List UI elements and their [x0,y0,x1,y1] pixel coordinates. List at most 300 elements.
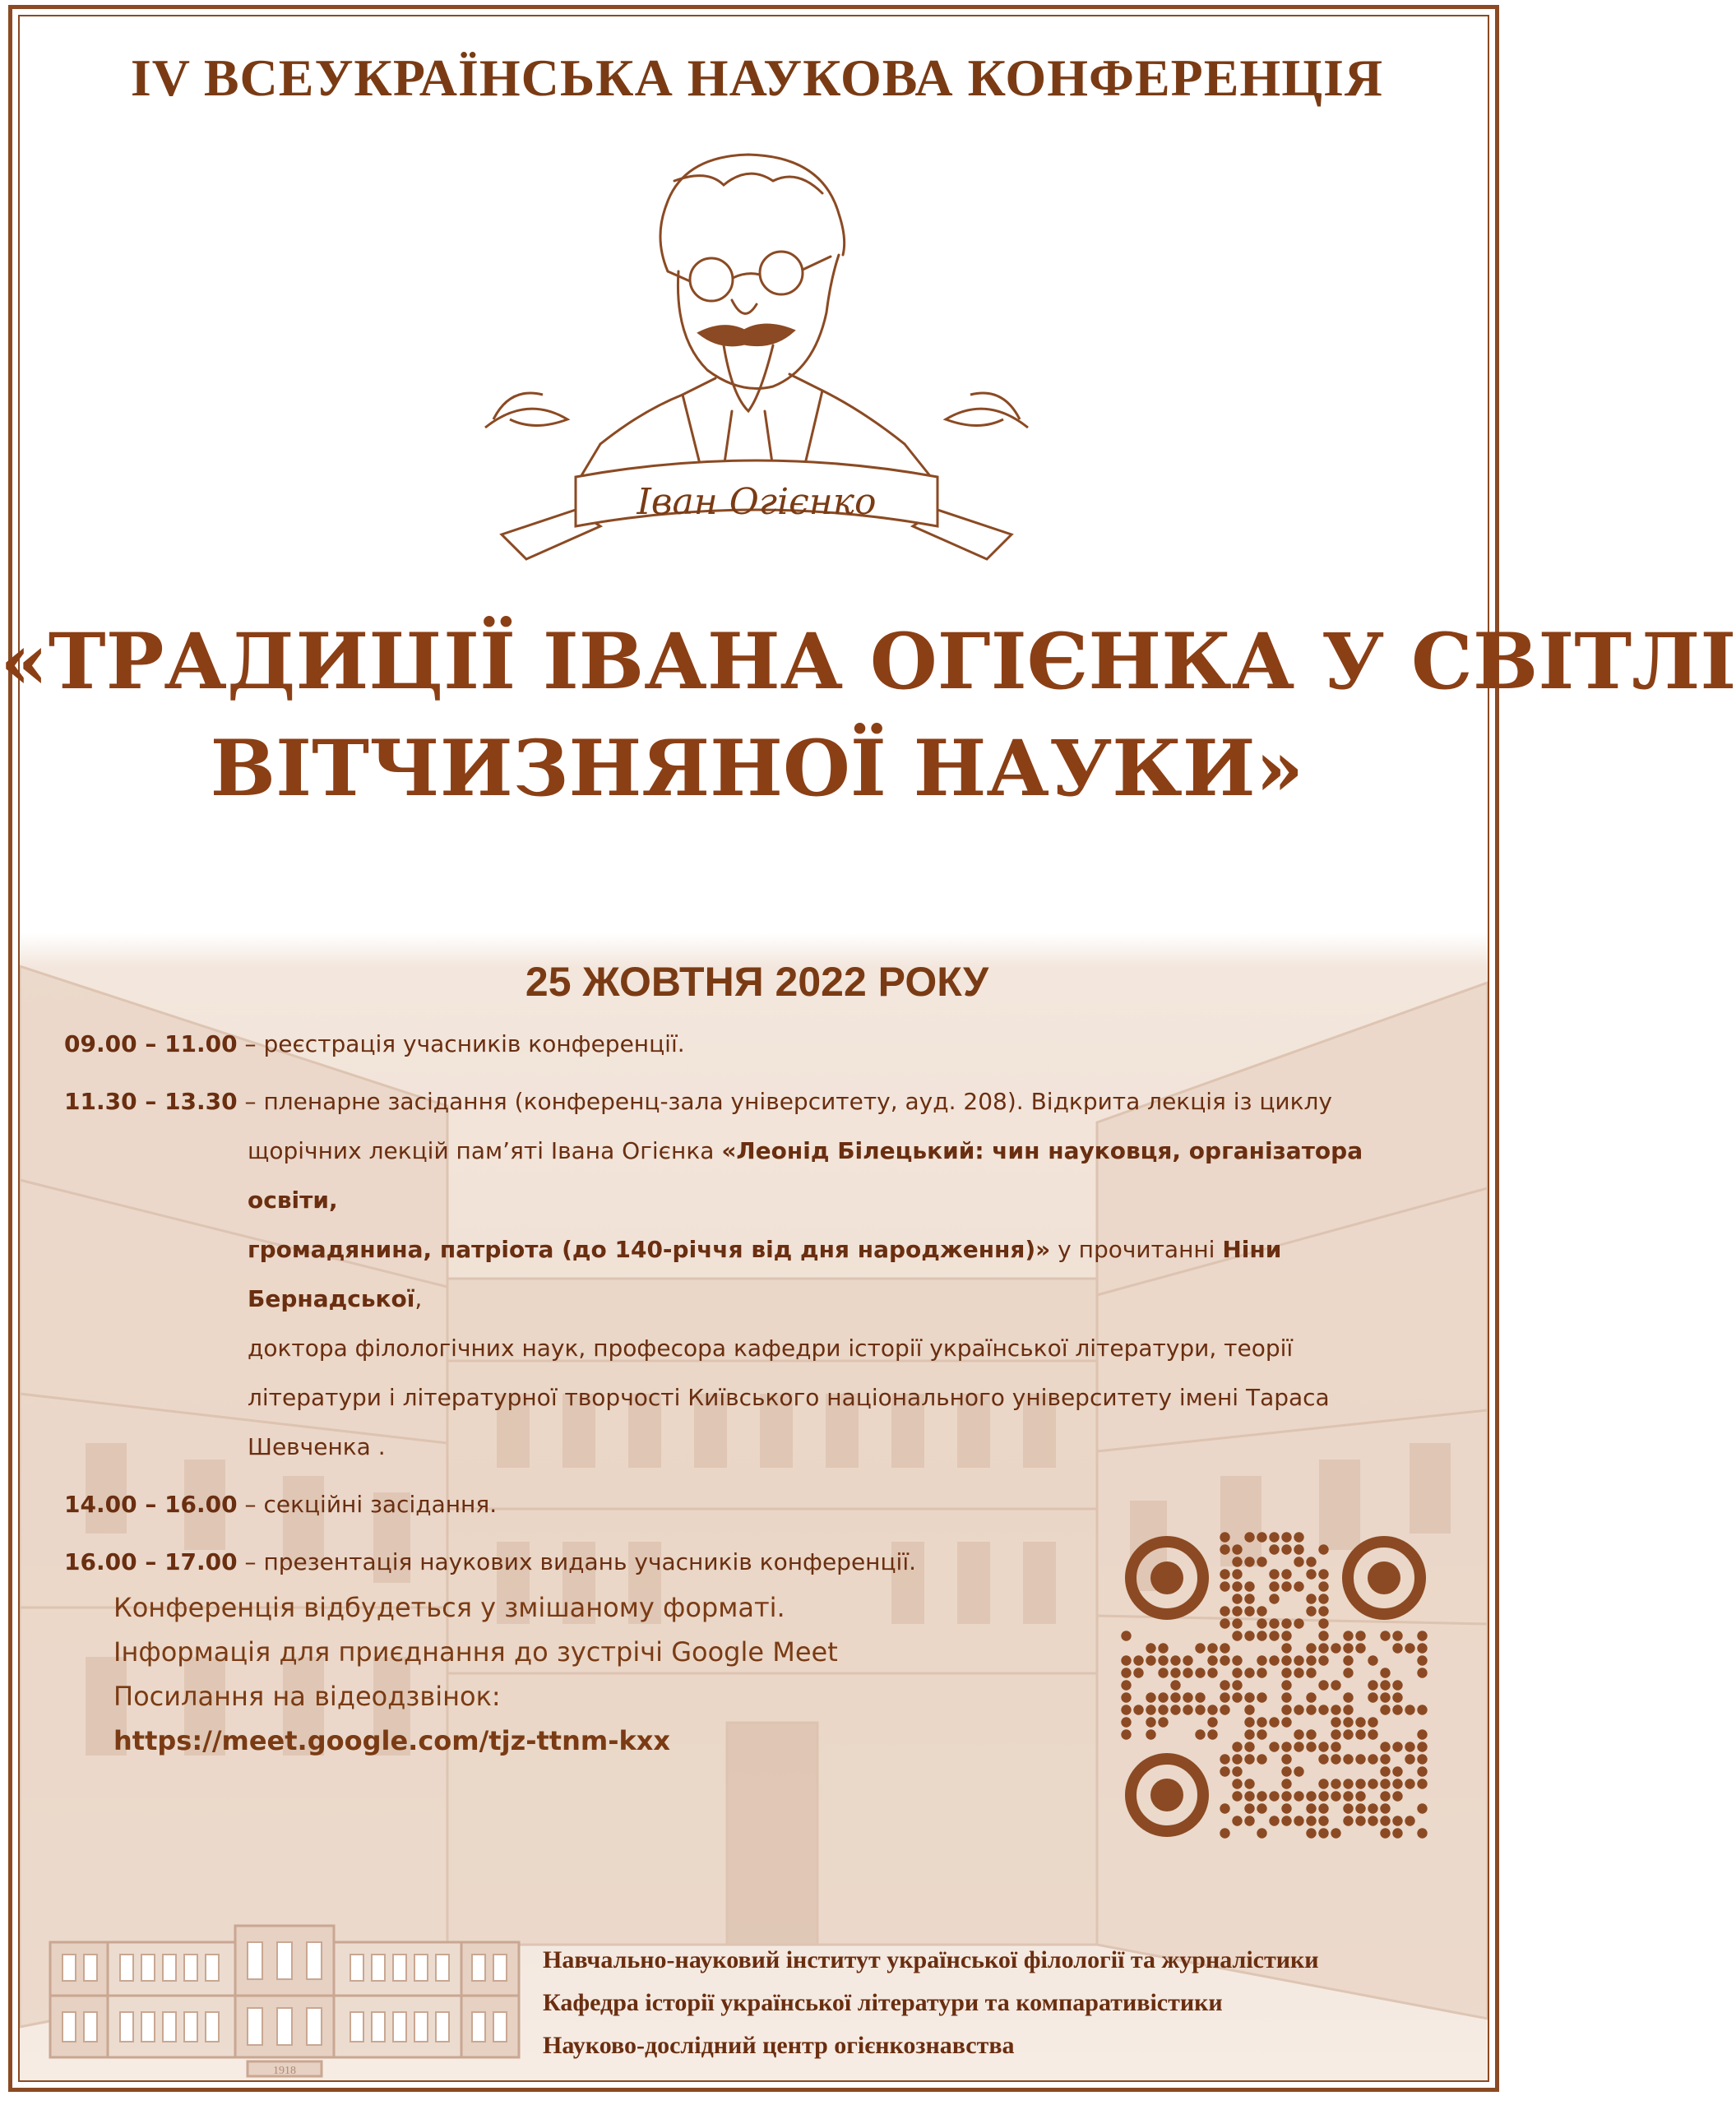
qr-module [1207,1717,1217,1727]
qr-module [1232,1618,1242,1628]
qr-module [1355,1779,1365,1788]
qr-module [1306,1828,1316,1838]
qr-module [1405,1754,1414,1764]
qr-module [1331,1643,1340,1653]
lecture-title-cont: громадянина, патріота (до 140-річчя від дня народження)» [248,1236,1051,1263]
qr-module [1380,1828,1390,1838]
qr-module [1195,1705,1205,1714]
qr-module [1269,1618,1279,1628]
qr-module [1257,1729,1266,1739]
qr-module [1392,1816,1402,1825]
qr-module [1281,1581,1291,1591]
qr-module [1220,1618,1229,1628]
meeting-line-1: Конференція відбудеться у змішаному форматі. [113,1592,785,1623]
qr-module [1294,1816,1303,1825]
qr-module [1281,1544,1291,1554]
qr-module [1343,1692,1353,1702]
qr-module [1170,1680,1180,1690]
qr-module [1244,1742,1254,1751]
qr-module [1220,1680,1229,1690]
qr-module [1232,1668,1242,1677]
qr-module [1281,1791,1291,1801]
qr-module [1244,1717,1254,1727]
qr-module [1306,1594,1316,1603]
qr-module [1257,1803,1266,1813]
qr-module [1232,1766,1242,1776]
qr-module [1380,1668,1390,1677]
qr-module [1306,1569,1316,1579]
qr-module [1232,1544,1242,1554]
organizer-line-2: Кафедра історії української літератури та компаративістики [543,1989,1223,2016]
qr-module [1380,1742,1390,1751]
qr-module [1220,1581,1229,1591]
qr-module [1269,1569,1279,1579]
qr-module [1368,1779,1377,1788]
qr-module [1281,1705,1291,1714]
qr-module [1417,1643,1427,1653]
qr-module [1417,1729,1427,1739]
qr-module [1146,1692,1155,1702]
qr-module [1306,1692,1316,1702]
qr-module [1281,1692,1291,1702]
qr-finder-pattern [1131,1759,1203,1831]
qr-module [1257,1606,1266,1616]
qr-module [1380,1779,1390,1788]
qr-module [1281,1680,1291,1690]
qr-module [1318,1655,1328,1665]
qr-module [1220,1643,1229,1653]
qr-module [1244,1668,1254,1677]
qr-module [1195,1729,1205,1739]
qr-module [1318,1680,1328,1690]
qr-module [1158,1655,1168,1665]
qr-module [1380,1766,1390,1776]
qr-module [1281,1754,1291,1764]
qr-module [1183,1668,1192,1677]
qr-module [1294,1766,1303,1776]
qr-module [1318,1803,1328,1813]
qr-module [1220,1754,1229,1764]
schedule-text: Шевченка . [248,1433,386,1460]
qr-module [1281,1532,1291,1542]
qr-module [1368,1729,1377,1739]
qr-module [1244,1532,1254,1542]
qr-module [1257,1791,1266,1801]
qr-module [1220,1828,1229,1838]
qr-module [1355,1643,1365,1653]
qr-module [1306,1729,1316,1739]
qr-module [1392,1742,1402,1751]
qr-module [1158,1705,1168,1714]
qr-module [1306,1816,1316,1825]
qr-module [1121,1729,1131,1739]
qr-module [1355,1803,1365,1813]
qr-module [1244,1729,1254,1739]
qr-module [1294,1581,1303,1591]
qr-module [1392,1631,1402,1640]
qr-module [1417,1779,1427,1788]
qr-module [1220,1766,1229,1776]
qr-module [1331,1828,1340,1838]
qr-module [1220,1705,1229,1714]
organizer-line-1: Навчально-науковий інститут української філології та журналістики [543,1946,1319,1973]
qr-module [1405,1643,1414,1653]
qr-module [1232,1594,1242,1603]
qr-module [1207,1668,1217,1677]
qr-module [1380,1791,1390,1801]
schedule-text: , [414,1285,423,1312]
qr-module [1269,1655,1279,1665]
qr-module [1318,1594,1328,1603]
qr-module [1170,1668,1180,1677]
qr-module [1392,1680,1402,1690]
qr-module [1244,1705,1254,1714]
qr-module [1294,1557,1303,1566]
schedule-time: 09.00 – 11.00 [64,1030,238,1057]
qr-module [1343,1754,1353,1764]
qr-module [1355,1631,1365,1640]
qr-module [1232,1680,1242,1690]
ivan-ohienko-portrait-icon [477,148,1036,576]
meet-link[interactable]: https://meet.google.com/tjz-ttnm-kxx [113,1725,671,1756]
qr-module [1281,1618,1291,1628]
qr-module [1121,1680,1131,1690]
qr-module [1294,1729,1303,1739]
qr-module [1318,1581,1328,1591]
qr-module [1232,1606,1242,1616]
qr-module [1343,1655,1353,1665]
qr-module [1368,1680,1377,1690]
qr-module [1368,1754,1377,1764]
qr-module [1380,1705,1390,1714]
qr-module [1306,1668,1316,1677]
qr-module [1331,1717,1340,1727]
qr-module [1244,1816,1254,1825]
qr-module [1318,1779,1328,1788]
qr-module [1133,1655,1143,1665]
qr-module [1232,1816,1242,1825]
qr-module [1355,1717,1365,1727]
main-title-line-1: «ТРАДИЦІЇ ІВАНА ОГІЄНКА У СВІТЛІ [0,617,1736,707]
qr-code-icon[interactable] [1120,1531,1431,1842]
qr-module [1146,1643,1155,1653]
qr-module [1380,1680,1390,1690]
qr-module [1368,1717,1377,1727]
schedule-row [64,1480,1380,1529]
conference-heading: IV ВСЕУКРАЇНСЬКА НАУКОВА КОНФЕРЕНЦІЯ [130,49,1384,107]
qr-module [1331,1680,1340,1690]
schedule-text: щорічних лекцій пам’яті Івана Огієнка [248,1137,722,1164]
qr-module [1220,1606,1229,1616]
building-year: 1918 [273,2065,296,2077]
organizers [543,1939,1464,2067]
qr-module [1232,1655,1242,1665]
qr-module [1257,1532,1266,1542]
qr-module [1392,1705,1402,1714]
meeting-line-3: Посилання на відеодзвінок: [113,1681,501,1712]
qr-module [1417,1754,1427,1764]
qr-module [1306,1557,1316,1566]
qr-module [1392,1643,1402,1653]
qr-module [1318,1631,1328,1640]
qr-module [1343,1717,1353,1727]
qr-module [1146,1717,1155,1727]
qr-module [1306,1655,1316,1665]
qr-module [1306,1742,1316,1751]
qr-module [1392,1779,1402,1788]
qr-module [1281,1717,1291,1727]
qr-module [1257,1754,1266,1764]
qr-module [1244,1606,1254,1616]
qr-module [1294,1618,1303,1628]
qr-module [1281,1631,1291,1640]
qr-module [1331,1705,1340,1714]
schedule-time: 16.00 – 17.00 [64,1548,238,1575]
qr-module [1281,1643,1291,1653]
qr-module [1417,1668,1427,1677]
conference-date: 25 ЖОВТНЯ 2022 РОКУ [525,959,989,1005]
qr-module [1318,1618,1328,1628]
qr-module [1380,1803,1390,1813]
qr-module [1306,1606,1316,1616]
meeting-line-2: Інформація для приєднання до зустрічі Google Meet [113,1636,838,1668]
qr-module [1368,1655,1377,1665]
qr-module [1195,1643,1205,1653]
schedule-text: – реєстрація учасників конференції. [237,1030,685,1057]
qr-module [1392,1692,1402,1702]
meeting-info [113,1585,936,1763]
qr-module [1355,1729,1365,1739]
qr-module [1306,1705,1316,1714]
qr-module [1380,1631,1390,1640]
qr-module [1207,1729,1217,1739]
qr-module [1294,1705,1303,1714]
qr-module [1220,1532,1229,1542]
qr-module [1146,1705,1155,1714]
qr-module [1220,1544,1229,1554]
qr-module [1170,1655,1180,1665]
qr-module [1281,1803,1291,1813]
qr-module [1170,1692,1180,1702]
qr-module [1355,1816,1365,1825]
qr-module [1269,1631,1279,1640]
university-building-icon [46,1918,523,2082]
qr-module [1121,1655,1131,1665]
qr-module [1318,1705,1328,1714]
qr-module [1158,1643,1168,1653]
qr-module [1146,1729,1155,1739]
qr-module [1294,1544,1303,1554]
qr-module [1417,1631,1427,1640]
qr-module [1417,1705,1427,1714]
qr-module [1207,1643,1217,1653]
qr-module [1318,1643,1328,1653]
qr-module [1343,1816,1353,1825]
qr-module [1417,1828,1427,1838]
qr-module [1318,1791,1328,1801]
schedule-time: 14.00 – 16.00 [64,1491,238,1518]
qr-module [1368,1692,1377,1702]
lecture-title: «Леонід Білецький: чин науковця, організатора освіти, [248,1137,1363,1214]
qr-module [1257,1717,1266,1727]
organizer-line-3: Науково-дослідний центр огієнкознавства [543,2032,1015,2059]
qr-module [1343,1643,1353,1653]
qr-module [1318,1754,1328,1764]
qr-module [1133,1668,1143,1677]
qr-module [1220,1655,1229,1665]
qr-module [1355,1791,1365,1801]
qr-module [1380,1692,1390,1702]
qr-module [1392,1828,1402,1838]
qr-module [1380,1754,1390,1764]
qr-module [1232,1791,1242,1801]
lecturer-name: Ніни Бернадської [248,1236,1282,1312]
qr-module [1269,1594,1279,1603]
qr-module [1269,1581,1279,1591]
qr-module [1392,1791,1402,1801]
qr-module [1368,1803,1377,1813]
qr-module [1343,1705,1353,1714]
qr-module [1269,1791,1279,1801]
qr-module [1220,1692,1229,1702]
qr-module [1281,1569,1291,1579]
qr-module [1244,1557,1254,1566]
qr-module [1207,1655,1217,1665]
qr-module [1232,1581,1242,1591]
qr-module [1417,1766,1427,1776]
qr-module [1417,1803,1427,1813]
qr-module [1257,1618,1266,1628]
qr-module [1269,1717,1279,1727]
qr-module [1318,1606,1328,1616]
qr-module [1331,1791,1340,1801]
qr-module [1405,1705,1414,1714]
qr-module [1343,1631,1353,1640]
qr-module [1318,1544,1328,1554]
qr-module [1318,1569,1328,1579]
schedule-text: літератури і літературної творчості Київського національного університету імені Тараса [248,1384,1330,1411]
schedule-time: 11.30 – 13.30 [64,1088,238,1115]
qr-module [1281,1779,1291,1788]
qr-module [1318,1828,1328,1838]
qr-module [1244,1594,1254,1603]
qr-module [1343,1791,1353,1801]
qr-module [1232,1569,1242,1579]
qr-module [1318,1742,1328,1751]
qr-module [1183,1705,1192,1714]
qr-module [1306,1643,1316,1653]
qr-module [1244,1692,1254,1702]
qr-module [1121,1705,1131,1714]
qr-module [1269,1544,1279,1554]
qr-module [1417,1742,1427,1751]
schedule-row [64,1020,1380,1069]
qr-module [1331,1742,1340,1751]
qr-module [1195,1668,1205,1677]
qr-module [1244,1803,1254,1813]
qr-module [1244,1581,1254,1591]
qr-module [1294,1668,1303,1677]
qr-module [1257,1668,1266,1677]
qr-module [1220,1569,1229,1579]
qr-module [1121,1717,1131,1727]
schedule-text: – секційні засідання. [237,1491,498,1518]
qr-module [1294,1791,1303,1801]
qr-module [1158,1692,1168,1702]
qr-module [1121,1692,1131,1702]
qr-module [1368,1816,1377,1825]
qr-module [1318,1816,1328,1825]
qr-module [1121,1668,1131,1677]
qr-module [1343,1803,1353,1813]
qr-module [1244,1754,1254,1764]
qr-module [1269,1816,1279,1825]
schedule-text: – пленарне засідання (конференц-зала університету, ауд. 208). Відкрита лекція із циклу [237,1088,1332,1115]
qr-module [1405,1779,1414,1788]
qr-module [1232,1742,1242,1751]
qr-module [1146,1655,1155,1665]
qr-module [1232,1692,1242,1702]
qr-module [1405,1816,1414,1825]
qr-module [1294,1655,1303,1665]
qr-module [1281,1742,1291,1751]
portrait-banner-text: Іван Огієнко [637,481,877,523]
qr-module [1257,1828,1266,1838]
schedule-text: – презентація наукових видань учасників конференції. [237,1548,916,1575]
qr-module [1232,1779,1242,1788]
qr-module [1281,1816,1291,1825]
qr-module [1331,1754,1340,1764]
qr-module [1331,1779,1340,1788]
qr-module [1244,1791,1254,1801]
qr-module [1392,1766,1402,1776]
qr-module [1281,1766,1291,1776]
qr-module [1232,1754,1242,1764]
qr-module [1343,1729,1353,1739]
qr-module [1294,1532,1303,1542]
schedule-row [64,1077,1380,1472]
qr-module [1269,1532,1279,1542]
qr-module [1331,1729,1340,1739]
qr-module [1220,1803,1229,1813]
qr-module [1133,1705,1143,1714]
qr-module [1244,1631,1254,1640]
qr-module [1306,1803,1316,1813]
qr-module [1183,1692,1192,1702]
qr-module [1269,1742,1279,1751]
qr-module [1121,1631,1131,1640]
qr-module [1244,1779,1254,1788]
qr-module [1306,1791,1316,1801]
qr-module [1343,1668,1353,1677]
qr-finder-pattern [1348,1542,1420,1614]
qr-module [1207,1705,1217,1714]
qr-finder-pattern [1131,1542,1203,1614]
qr-module [1158,1717,1168,1727]
qr-module [1380,1816,1390,1825]
qr-module [1183,1655,1192,1665]
qr-module [1417,1655,1427,1665]
qr-module [1355,1754,1365,1764]
qr-module [1281,1668,1291,1677]
qr-module [1195,1692,1205,1702]
qr-module [1343,1779,1353,1788]
main-title [0,608,1736,822]
qr-module [1170,1705,1180,1714]
schedule-text: доктора філологічних наук, професора кафедри історії української літератури, теорії [248,1335,1294,1362]
schedule [64,1020,1380,1587]
qr-module [1405,1742,1414,1751]
